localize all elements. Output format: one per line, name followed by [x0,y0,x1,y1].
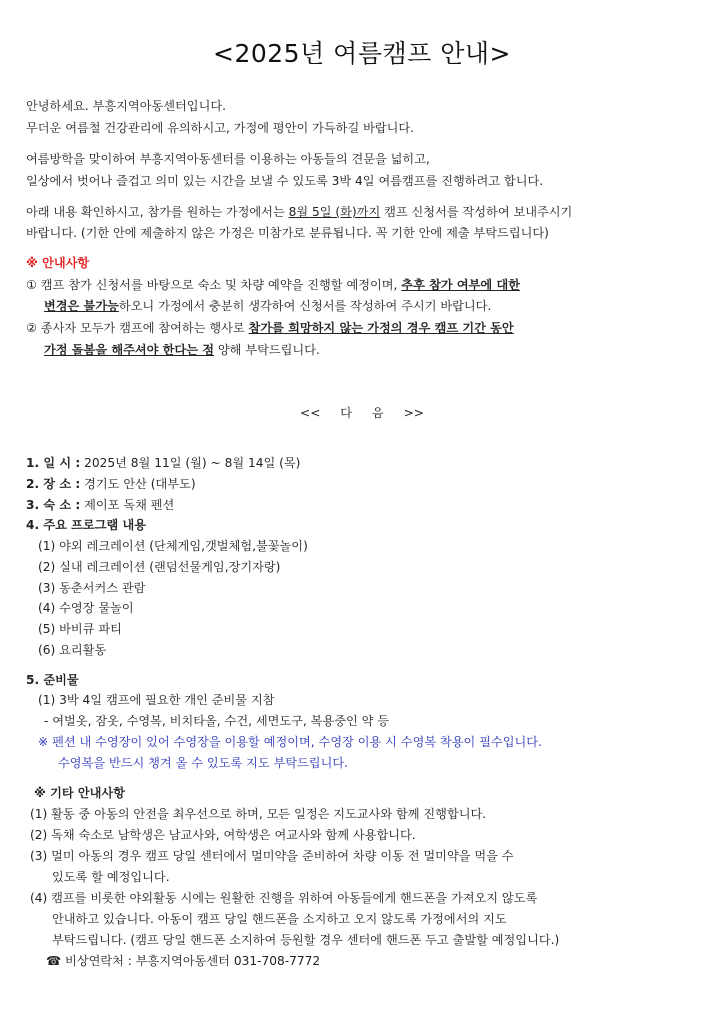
notice-text: ② 종사자 모두가 캠프에 참여하는 행사로 [26,321,249,335]
notice-item-1 [26,277,520,293]
intro-line: 일상에서 벗어나 즐겁고 의미 있는 시간을 보낼 수 있도록 3박 4일 여름캠프를 진행하려고 합니다. [26,174,544,188]
schedule-value: 2025년 8월 11일 (월) ~ 8월 14일 (목) [80,456,301,470]
other-line: (4) 캠프를 비롯한 야외활동 시에는 원활한 진행을 위하여 아동들에게 핸드폰을 가져오지 않도록 [30,891,538,905]
deadline-line [26,204,572,220]
section-divider: << 다 음 >> [299,406,424,420]
notice-item-1-cont [44,298,491,314]
notice-emphasis: 변경은 불가능 [44,299,119,313]
prep-note: 수영복을 반드시 챙겨 올 수 있도록 지도 부탁드립니다. [58,756,349,770]
notice-heading: ※ 안내사항 [26,256,90,270]
schedule-value: 경기도 안산 (대부도) [80,477,196,491]
notice-text: 양해 부탁드립니다. [214,343,320,357]
notice-emphasis: 가정 돌봄을 해주셔야 한다는 점 [44,343,215,357]
greeting-line: 안녕하세요. 부흥지역아동센터입니다. [26,99,226,113]
deadline-date: 8월 5일 (화)까지 [288,205,381,219]
deadline-line: 바랍니다. (기한 안에 제출하지 않은 가정은 미참가로 분류됩니다. 꼭 기한 안에 제출 부탁드립니다) [26,226,549,240]
emergency-contact: ☎ 비상연락처 : 부흥지역아동센터 031-708-7772 [46,954,321,968]
schedule-label: 2. 장 소 : [26,477,81,491]
notice-item-2-cont [44,342,320,358]
notice-emphasis: 참가를 희망하지 않는 가정의 경우 캠프 기간 동안 [248,321,514,335]
deadline-text: 아래 내용 확인하시고, 참가를 원하는 가정에서는 [26,205,289,219]
notice-emphasis: 추후 참가 여부에 대한 [401,278,520,292]
other-line: (1) 활동 중 아동의 안전을 최우선으로 하며, 모든 일정은 지도교사와 함께 진행합니다. [30,807,487,821]
schedule-date [26,455,300,471]
notice-text: 하오니 가정에서 충분히 생각하여 신청서를 작성하여 주시기 바랍니다. [118,299,492,313]
greeting-line: 무더운 여름철 건강관리에 유의하시고, 가정에 평안이 가득하길 바랍니다. [26,121,415,135]
schedule-lodging [26,497,174,513]
program-item: (6) 요리활동 [38,643,107,657]
schedule-place [26,476,196,492]
deadline-text: 캠프 신청서를 작성하여 보내주시기 [380,205,573,219]
intro-line: 여름방학을 맞이하여 부흥지역아동센터를 이용하는 아동들의 견문을 넓히고, [26,152,430,166]
notice-item-2 [26,320,514,336]
notice-text: ① 캠프 참가 신청서를 바탕으로 숙소 및 차량 예약을 진행할 예정이며, [26,278,402,292]
other-line: 안내하고 있습니다. 아동이 캠프 당일 핸드폰을 소지하고 오지 않도록 가정에서의 지도 [52,912,507,926]
program-item: (2) 실내 레크레이션 (랜덤선물게임,장기자랑) [38,560,281,574]
other-line: 부탁드립니다. (캠프 당일 핸드폰 소지하여 등원할 경우 센터에 핸드폰 두고 출발할 예정입니다.) [52,933,560,947]
prep-item: (1) 3박 4일 캠프에 필요한 개인 준비물 지참 [38,693,275,707]
schedule-value: 제이포 독채 펜션 [80,498,175,512]
page-title: <2025년 여름캠프 안내> [213,39,511,68]
program-item: (1) 야외 레크레이션 (단체게임,갯벌체험,불꽃놀이) [38,539,308,553]
prep-heading: 5. 준비물 [26,673,79,687]
other-heading: ※ 기타 안내사항 [34,786,125,800]
program-item: (3) 동춘서커스 관람 [38,581,146,595]
program-item: (5) 바비큐 파티 [38,622,122,636]
prep-item-detail: - 여벌옷, 잠옷, 수영복, 비치타올, 수건, 세면도구, 복용중인 약 등 [44,714,390,728]
program-heading: 4. 주요 프로그램 내용 [26,518,147,532]
other-line: (3) 멀미 아동의 경우 캠프 당일 센터에서 멀미약을 준비하여 차량 이동 전 멀미약을 먹을 수 [30,849,514,863]
schedule-label: 3. 숙 소 : [26,498,81,512]
schedule-label: 1. 일 시 : [26,456,81,470]
other-line: (2) 독채 숙소로 남학생은 남교사와, 여학생은 여교사와 함께 사용합니다. [30,828,416,842]
prep-note: ※ 펜션 내 수영장이 있어 수영장을 이용할 예정이며, 수영장 이용 시 수영복 착용이 필수입니다. [38,735,542,749]
other-line: 있도록 할 예정입니다. [52,870,170,884]
program-item: (4) 수영장 물놀이 [38,601,134,615]
